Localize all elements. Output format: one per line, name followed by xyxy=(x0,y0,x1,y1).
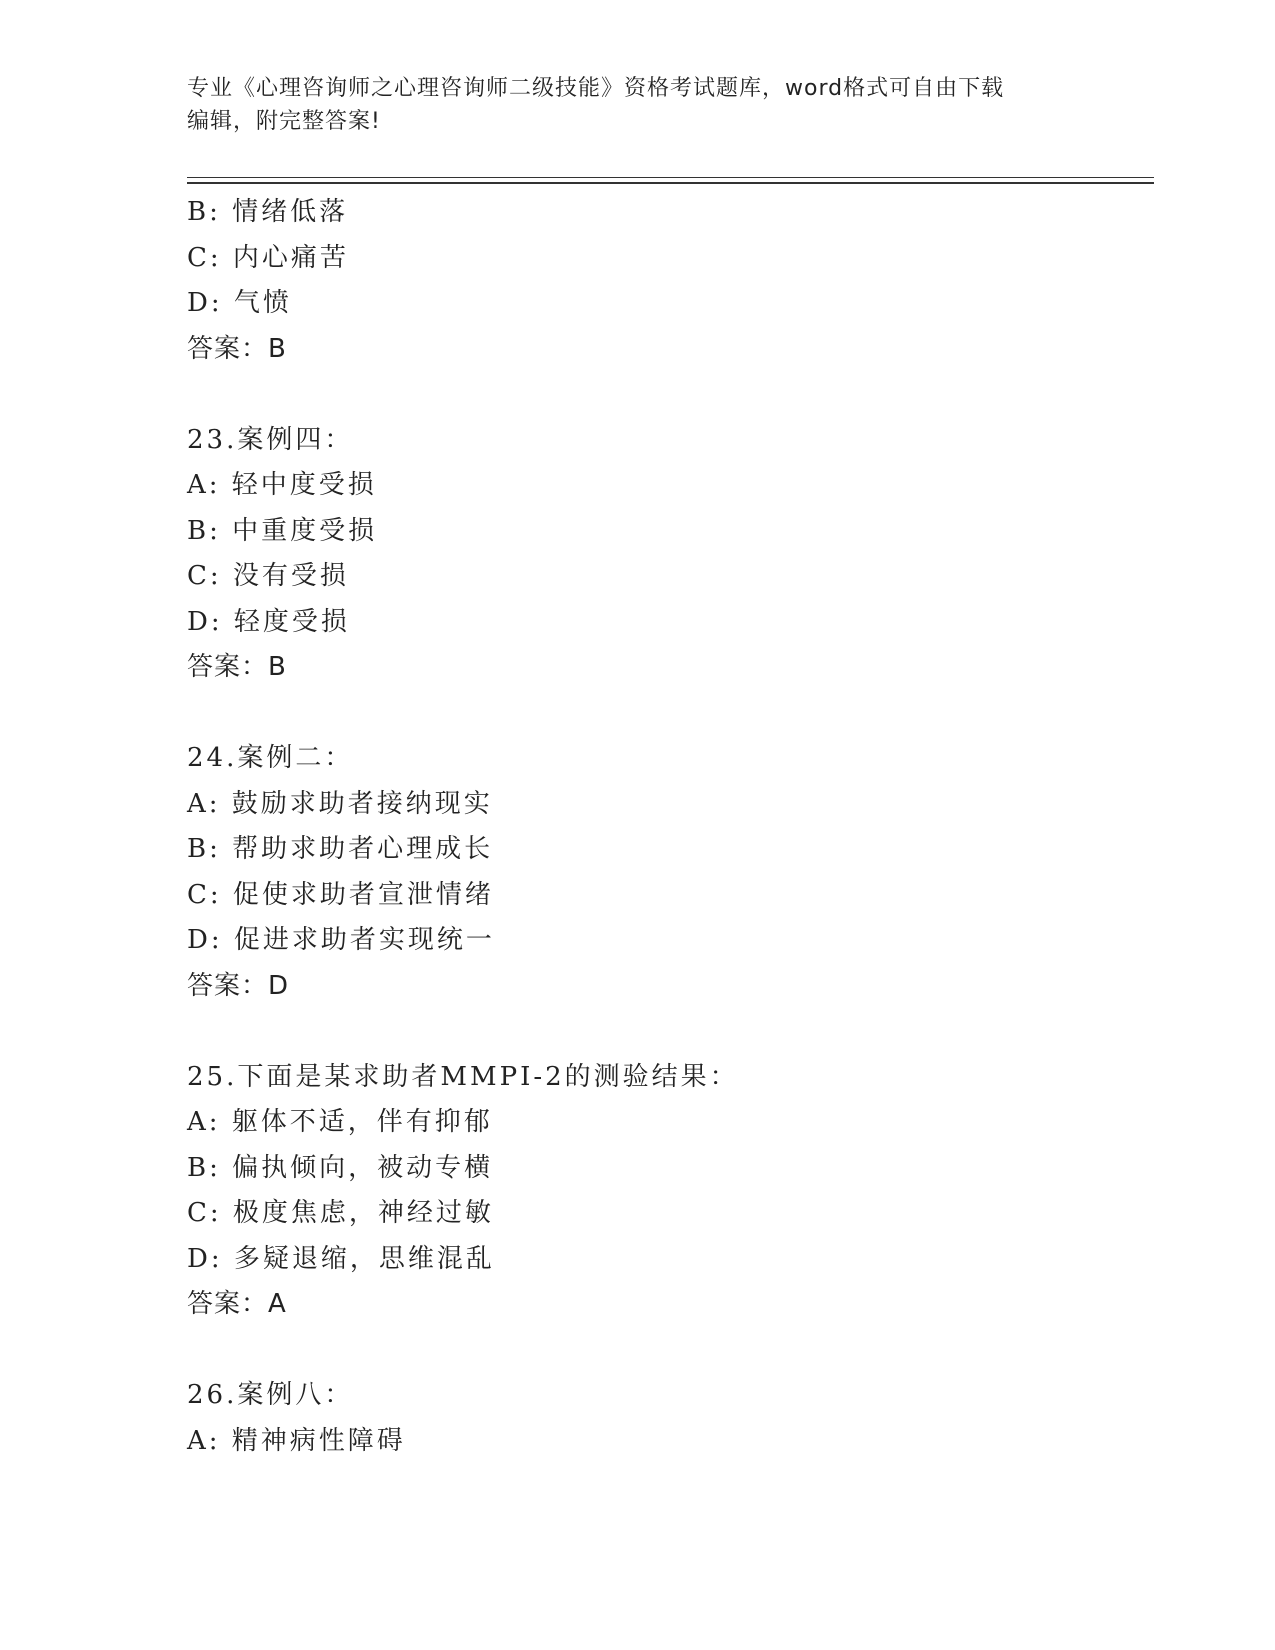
header-line-2: 编辑，附完整答案! xyxy=(187,109,381,134)
option-d: D: 气愤 xyxy=(187,288,292,318)
question-26 xyxy=(187,1373,1147,1464)
option-a: A: 精神病性障碍 xyxy=(187,1425,406,1456)
option-a: A: 轻中度受损 xyxy=(187,470,377,500)
option-d: D: 多疑退缩，思维混乱 xyxy=(187,1243,495,1274)
question-title: 23.案例四： xyxy=(187,424,354,455)
document-header xyxy=(187,72,1087,138)
question-title: 25.下面是某求助者MMPI-2的测验结果： xyxy=(187,1061,739,1092)
question-22-continued xyxy=(187,190,1147,372)
option-c: C: 极度焦虑，神经过敏 xyxy=(187,1198,494,1228)
question-title: 24.案例二： xyxy=(187,743,354,773)
option-c: C: 没有受损 xyxy=(187,561,349,591)
question-23 xyxy=(187,418,1147,691)
question-24 xyxy=(187,736,1147,1009)
answer: 答案：B xyxy=(187,652,287,682)
answer: 答案：A xyxy=(187,1289,287,1319)
header-divider-thin xyxy=(187,177,1154,178)
option-a: A: 鼓励求助者接纳现实 xyxy=(187,788,493,819)
question-25 xyxy=(187,1055,1147,1328)
option-d: D: 促进求助者实现统一 xyxy=(187,925,495,955)
option-b: B: 情绪低落 xyxy=(187,197,349,227)
option-b: B: 偏执倾向，被动专横 xyxy=(187,1152,494,1183)
option-b: B: 中重度受损 xyxy=(187,515,378,546)
option-b: B: 帮助求助者心理成长 xyxy=(187,834,494,864)
option-d: D: 轻度受损 xyxy=(187,606,350,637)
question-list xyxy=(187,190,1147,1464)
answer: 答案：B xyxy=(187,333,287,364)
answer: 答案：D xyxy=(187,970,290,1001)
header-line-1: 专业《心理咨询师之心理咨询师二级技能》资格考试题库，word格式可自由下载 xyxy=(187,76,1005,101)
option-c: C: 内心痛苦 xyxy=(187,242,349,273)
option-a: A: 躯体不适，伴有抑郁 xyxy=(187,1107,493,1137)
header-divider-thick xyxy=(187,182,1154,184)
question-title: 26.案例八： xyxy=(187,1380,354,1410)
option-c: C: 促使求助者宣泄情绪 xyxy=(187,879,494,910)
